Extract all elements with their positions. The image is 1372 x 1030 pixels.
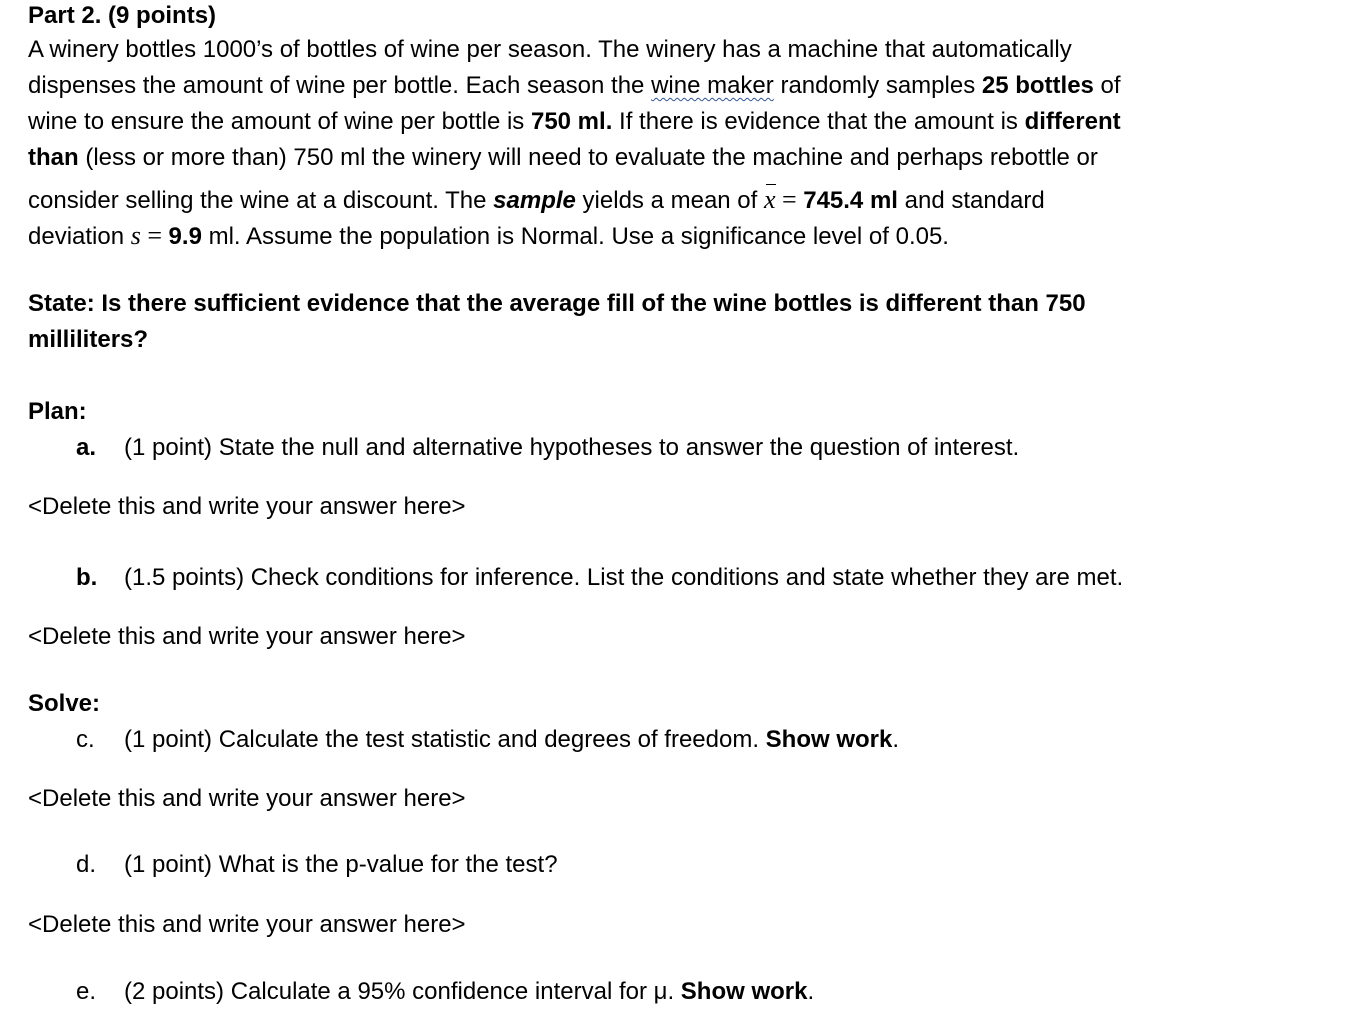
item-a-text: (1 point) State the null and alternative hypotheses to answer the question of interest. bbox=[124, 434, 1020, 461]
item-e-text: (2 points) Calculate a 95% confidence interval for μ. Show work. bbox=[124, 978, 815, 1005]
part-title: Part 2. (9 points) bbox=[28, 2, 217, 29]
item-c-label: c. bbox=[76, 726, 95, 753]
item-a-label: a. bbox=[76, 434, 97, 461]
intro-line-1: A winery bottles 1000’s of bottles of wine per season. The winery has a machine that automatically bbox=[28, 36, 1072, 63]
spelling-flag: wine maker bbox=[651, 72, 774, 99]
intro-line-5: consider selling the wine at a discount. The sample yields a mean of x = 745.4 ml and standard bbox=[28, 185, 1045, 214]
state-question-line-2: milliliters? bbox=[28, 326, 149, 353]
item-b-text: (1.5 points) Check conditions for inference. List the conditions and state whether they are met. bbox=[124, 564, 1124, 591]
answer-field-c[interactable]: <Delete this and write your answer here> bbox=[28, 785, 466, 812]
solve-heading: Solve: bbox=[28, 690, 101, 717]
intro-line-2: dispenses the amount of wine per bottle. Each season the wine maker randomly samples 25 bottles of bbox=[28, 72, 1121, 99]
state-question-line-1: State: Is there sufficient evidence that the average fill of the wine bottles is different than 750 bbox=[28, 290, 1086, 317]
std-dev-symbol: s bbox=[130, 221, 141, 250]
answer-field-b[interactable]: <Delete this and write your answer here> bbox=[28, 623, 466, 650]
item-c-text: (1 point) Calculate the test statistic and degrees of freedom. Show work. bbox=[124, 726, 900, 753]
item-e-label: e. bbox=[76, 978, 97, 1005]
intro-line-6: deviation s = 9.9 ml. Assume the population is Normal. Use a significance level of 0.05. bbox=[28, 221, 949, 250]
answer-field-a[interactable]: <Delete this and write your answer here> bbox=[28, 493, 466, 520]
plan-heading: Plan: bbox=[28, 398, 87, 425]
answer-field-d[interactable]: <Delete this and write your answer here> bbox=[28, 911, 466, 938]
intro-line-3: wine to ensure the amount of wine per bottle is 750 ml. If there is evidence that the amount is different bbox=[28, 108, 1121, 135]
item-b-label: b. bbox=[76, 564, 98, 591]
sample-mean-symbol: x bbox=[764, 185, 776, 214]
item-d-label: d. bbox=[76, 851, 97, 878]
item-d-text: (1 point) What is the p-value for the test? bbox=[124, 851, 558, 878]
intro-line-4: than (less or more than) 750 ml the winery will need to evaluate the machine and perhaps rebottle or bbox=[28, 144, 1098, 171]
